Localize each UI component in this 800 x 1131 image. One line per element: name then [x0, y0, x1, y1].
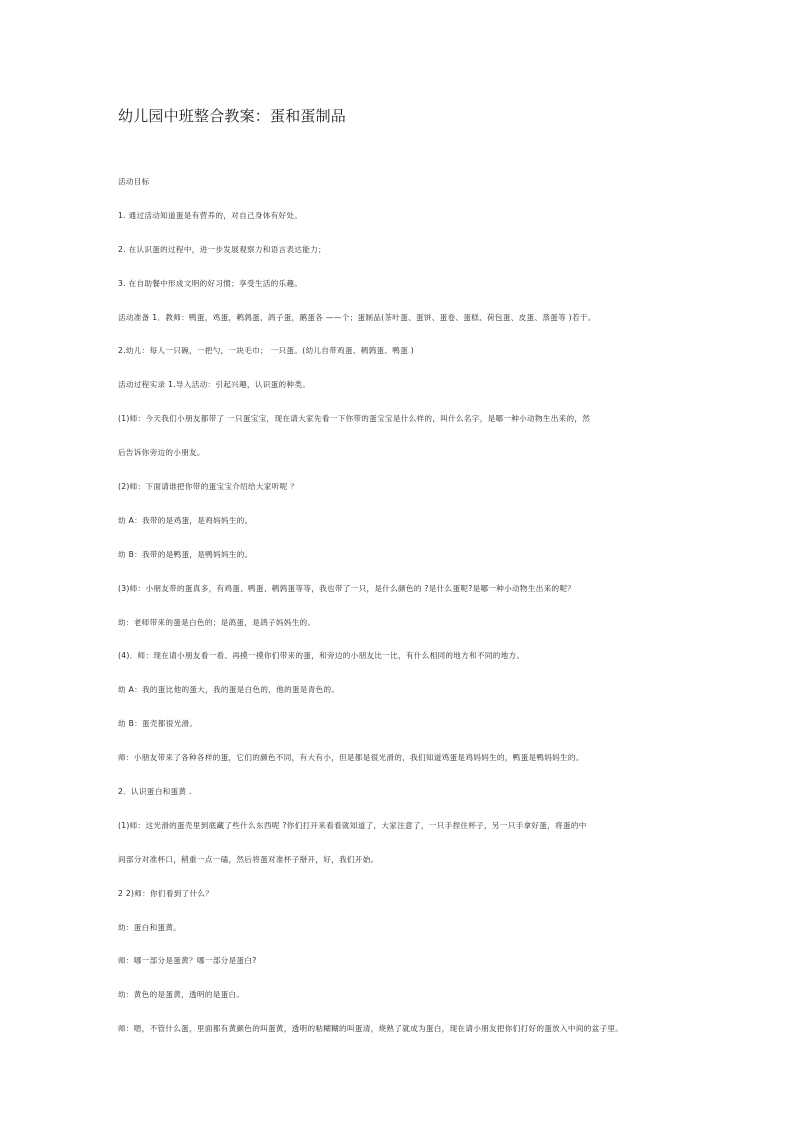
body-line: 间部分对准杯口，稍重一点一磕，然后将蛋对准杯子掰开，好，我们开始。	[118, 854, 379, 864]
body-line: 2.幼儿：每人一只碗，一把勺，一块毛巾； 一只蛋。(幼儿自带鸡蛋、鹌鹑蛋、鸭蛋 )	[118, 346, 415, 356]
body-line: 2. 在认识蛋的过程中，进一步发展观察力和语言表达能力；	[118, 244, 326, 254]
body-line: 幼 B：我带的是鸭蛋，是鸭妈妈生的。	[118, 549, 253, 559]
document-body	[118, 176, 678, 1057]
document-title: 幼儿园中班整合教案：蛋和蛋制品	[118, 107, 347, 125]
body-line: 幼 B：蛋壳都很光滑。	[118, 719, 198, 729]
body-line: 1. 通过活动知道蛋是有营养的，对自己身体有好处。	[118, 210, 303, 220]
body-line: 师：嗯，不管什么蛋，里面都有黄颜色的叫蛋黄，透明的粘糊糊的叫蛋清，烧熟了就成为蛋白，现在请小朋友把你们打好的蛋放入中间的盆子里。	[118, 1024, 624, 1034]
body-line: 2．认识蛋白和蛋黄 .	[118, 787, 192, 797]
body-line: 活动目标	[118, 177, 150, 186]
body-line: 幼：蛋白和蛋黄。	[118, 922, 182, 932]
body-line: (4)．师：现在请小朋友看一看、再摸一摸你们带来的蛋，和旁边的小朋友比一比，有什么相同的地方和不同的地方。	[118, 651, 525, 661]
body-line: 2 2)师：你们看到了什么？	[118, 888, 214, 898]
body-line: 幼 A：我带的是鸡蛋，是鸡妈妈生的。	[118, 515, 253, 525]
body-line: 后告诉你旁边的小朋友。	[118, 448, 205, 458]
body-line: 师：哪一部分是蛋黄？哪一部分是蛋白?	[118, 956, 257, 966]
body-line: 幼 A：我的蛋比他的蛋大，我的蛋是白色的，他的蛋是青色的。	[118, 685, 340, 695]
body-line: 活动过程实录 1.导入活动：引起兴趣，认识蛋的种类。	[118, 380, 311, 390]
body-line: 师：小朋友带来了各种各样的蛋，它们的颜色不同，有大有小，但是都是很光滑的，我们知道鸡蛋是鸡妈妈生的，鸭蛋是鸭妈妈生的。	[118, 753, 584, 763]
body-line: 3. 在自助餐中形成文明的好习惯；享受生活的乐趣。	[118, 278, 303, 288]
body-line: (1)师：今天我们小朋友都带了 一只蛋宝宝，现在请大家先看一下你带的蛋宝宝是什么样的，叫什么名字，是哪一种小动物生出来的，然	[118, 414, 591, 424]
body-line: (1)师：这光滑的蛋壳里到底藏了些什么东西呢 ?你们打开来看看就知道了，大家注意了，一只手捏住杯子，另一只手拿好蛋，将蛋的中	[118, 820, 587, 830]
body-line: 活动准备 1．教师：鸭蛋，鸡蛋，鹌鹑蛋，鸽子蛋，鹅蛋各 ——个；蛋制品(茶叶蛋、蛋饼、蛋卷、蛋糕、荷包蛋、皮蛋、蒸蛋等 )若干。	[118, 312, 596, 322]
body-line: 幼：老师带来的蛋是白色的；是鸽蛋，是鸽子妈妈生的。	[118, 617, 316, 627]
body-line: (2)师：下面请谁把你带的蛋宝宝介绍给大家听呢 ？	[118, 482, 299, 492]
body-line: (3)师：小朋友带的蛋真多，有鸡蛋、鸭蛋、鹌鹑蛋等等，我也带了一只，是什么颜色的 ?是什么蛋呢?是哪一种小动物生出来的呢？	[118, 583, 576, 593]
body-line: 幼：黄色的是蛋黄，透明的是蛋白。	[118, 990, 245, 1000]
